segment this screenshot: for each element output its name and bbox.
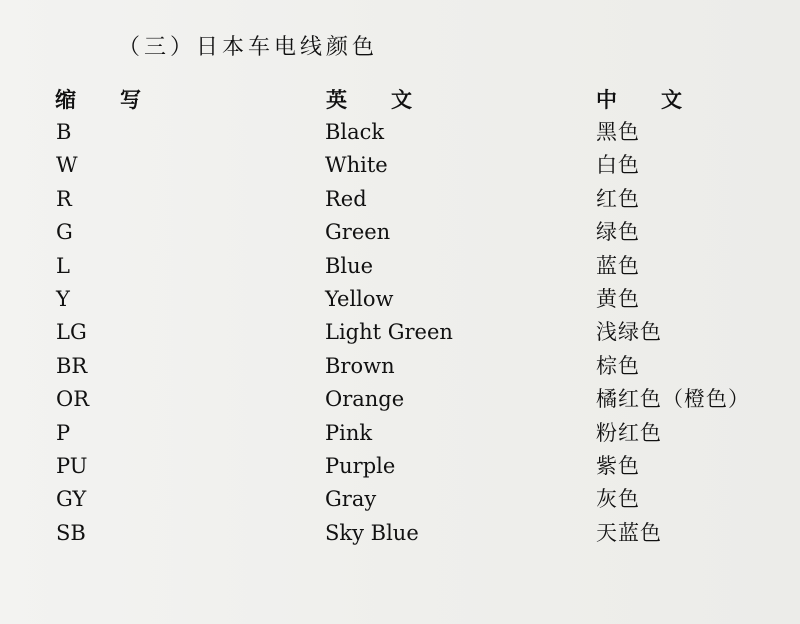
chinese-cell: 橘红色（橙色） bbox=[596, 387, 750, 412]
abbr-cell: G bbox=[56, 220, 73, 245]
english-cell: White bbox=[325, 153, 388, 178]
chinese-cell: 棕色 bbox=[596, 353, 640, 378]
table-row bbox=[0, 147, 800, 180]
english-cell: Red bbox=[325, 186, 367, 211]
header-chinese-char-1: 中 bbox=[596, 87, 617, 112]
table-row bbox=[0, 415, 800, 448]
chinese-cell: 白色 bbox=[596, 153, 640, 178]
table-row bbox=[0, 381, 800, 414]
abbr-cell: SB bbox=[56, 520, 86, 545]
english-cell: Light Green bbox=[325, 320, 453, 345]
abbr-cell: P bbox=[56, 420, 71, 445]
abbr-cell: W bbox=[56, 153, 78, 178]
chinese-cell: 天蓝色 bbox=[596, 520, 662, 545]
header-abbreviation-char-2: 写 bbox=[120, 87, 141, 112]
abbr-cell: L bbox=[56, 253, 70, 278]
header-english-char-2: 文 bbox=[391, 87, 412, 112]
header-abbreviation bbox=[55, 84, 141, 114]
english-cell: Yellow bbox=[325, 286, 394, 311]
table-row bbox=[0, 348, 800, 381]
abbr-cell: Y bbox=[56, 286, 70, 311]
abbr-cell: R bbox=[56, 186, 72, 211]
english-cell: Pink bbox=[325, 420, 373, 445]
english-cell: Purple bbox=[325, 453, 396, 478]
chinese-cell: 绿色 bbox=[596, 220, 640, 245]
table-row bbox=[0, 515, 800, 548]
table-row bbox=[0, 181, 800, 214]
table-row bbox=[0, 481, 800, 514]
header-chinese bbox=[596, 84, 682, 114]
chinese-cell: 黄色 bbox=[596, 286, 640, 311]
chinese-cell: 红色 bbox=[596, 186, 640, 211]
table-row bbox=[0, 314, 800, 347]
english-cell: Black bbox=[325, 120, 385, 144]
abbr-cell: BR bbox=[56, 353, 88, 378]
section-title: （三）日本车电线颜色 bbox=[118, 35, 379, 60]
abbr-cell: LG bbox=[56, 320, 87, 345]
header-english-char-1: 英 bbox=[326, 87, 347, 112]
abbr-cell: PU bbox=[56, 453, 88, 478]
header-chinese-char-2: 文 bbox=[661, 87, 682, 112]
english-cell: Brown bbox=[325, 353, 395, 378]
color-table bbox=[0, 114, 800, 548]
chinese-cell: 黑色 bbox=[596, 120, 640, 144]
header-abbreviation-char-1: 缩 bbox=[55, 87, 76, 112]
chinese-cell: 蓝色 bbox=[596, 253, 640, 278]
chinese-cell: 灰色 bbox=[596, 487, 640, 512]
chinese-cell: 紫色 bbox=[596, 453, 640, 478]
chinese-cell: 浅绿色 bbox=[596, 320, 662, 345]
header-english bbox=[326, 84, 412, 114]
table-row bbox=[0, 248, 800, 281]
english-cell: Gray bbox=[325, 487, 377, 512]
table-row bbox=[0, 281, 800, 314]
chinese-cell: 粉红色 bbox=[596, 420, 662, 445]
table-row bbox=[0, 448, 800, 481]
abbr-cell: GY bbox=[56, 487, 87, 512]
abbr-cell: B bbox=[56, 120, 72, 144]
english-cell: Green bbox=[325, 220, 391, 245]
english-cell: Orange bbox=[325, 387, 405, 412]
table-row bbox=[0, 214, 800, 247]
table-row bbox=[0, 114, 800, 147]
english-cell: Blue bbox=[325, 253, 374, 278]
english-cell: Sky Blue bbox=[325, 520, 419, 545]
abbr-cell: OR bbox=[56, 387, 90, 412]
